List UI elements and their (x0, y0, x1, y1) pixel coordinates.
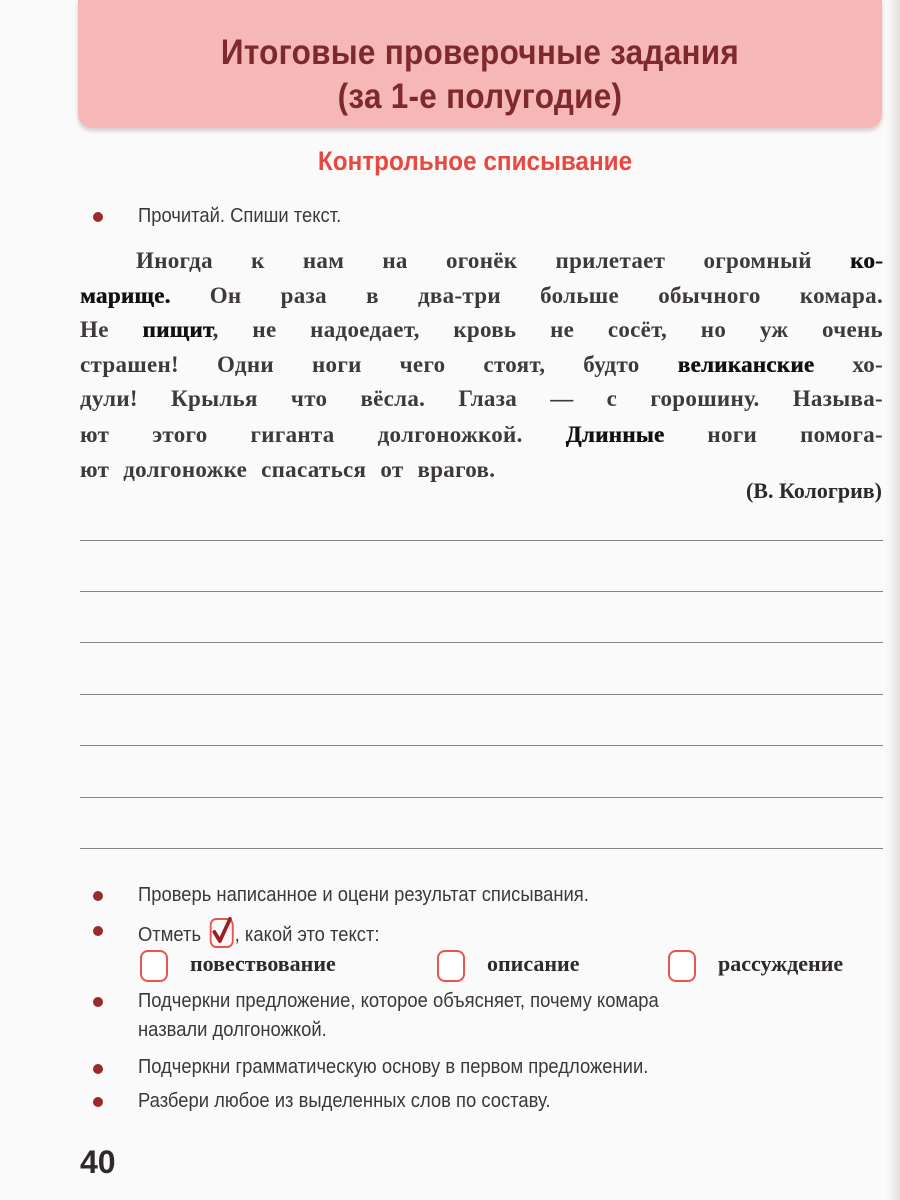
writing-line[interactable] (80, 540, 883, 541)
author: (В. Кологрив) (745, 478, 882, 503)
bullet-icon (93, 1097, 103, 1107)
page-edge-shadow (886, 0, 900, 1200)
highlighted-word: Длинные (565, 422, 665, 447)
writing-line[interactable] (80, 642, 883, 643)
text-line (80, 248, 883, 274)
bullet-icon (93, 212, 103, 222)
highlighted-word: марище. (80, 283, 171, 308)
header-banner (78, 0, 882, 128)
bullet-icon (93, 1064, 103, 1074)
writing-line[interactable] (80, 591, 883, 592)
text-segment: дули! Крылья что вёсла. Глаза — с горошину. Называ- (80, 386, 883, 411)
text-line (80, 317, 883, 343)
text-segment: , не надоедает, кровь не сосёт, но уж очень (212, 317, 883, 342)
option-narration: повествование (190, 951, 336, 976)
text-segment: ют долгоножке спасаться от врагов. (80, 457, 496, 482)
text-line (80, 352, 883, 378)
task-grammar: Подчеркни грамматическую основу в первом предложении. (138, 1056, 649, 1078)
task-mark (138, 918, 379, 948)
text-segment: хо- (814, 352, 884, 377)
highlighted-word: великанские (677, 352, 815, 377)
bullet-icon (93, 926, 103, 936)
text-segment: Иногда к нам на огонёк прилетает огромный (136, 248, 850, 273)
instruction-read: Прочитай. Спиши текст. (138, 205, 342, 227)
text-segment: ют этого гиганта долгоножкой. (80, 422, 566, 447)
text-line (80, 386, 883, 412)
highlighted-word: пищит (142, 317, 213, 342)
checkmark-icon (210, 918, 234, 948)
task-underline-1: Подчеркни предложение, которое объясняет, почему комара (138, 990, 659, 1012)
task-mark-after: , какой это текст: (234, 924, 380, 946)
writing-line[interactable] (80, 797, 883, 798)
text-segment: Не (80, 317, 143, 342)
task-parse: Разбери любое из выделенных слов по составу. (138, 1090, 551, 1112)
text-segment: Он раза в два-три больше обычного комара. (170, 283, 883, 308)
section-title: Контрольное списывание (317, 146, 633, 176)
bullet-icon (93, 997, 103, 1007)
bullet-icon (93, 891, 103, 901)
option-description: описание (487, 951, 580, 976)
page-title: Итоговые проверочные задания (220, 33, 740, 72)
task-mark-before: Отметь (138, 924, 202, 946)
text-line (80, 283, 883, 309)
text-segment: страшен! Одни ноги чего стоят, будто (80, 352, 678, 377)
text-line (80, 422, 883, 448)
text-segment: ноги помога- (664, 422, 883, 447)
writing-line[interactable] (80, 745, 883, 746)
writing-line[interactable] (80, 848, 883, 849)
page-subtitle: (за 1-е полугодие) (337, 77, 623, 116)
checkbox-reasoning[interactable] (668, 950, 696, 982)
writing-line[interactable] (80, 694, 883, 695)
checkbox-narration[interactable] (140, 950, 168, 982)
checkbox-description[interactable] (437, 950, 465, 982)
page-number: 40 (80, 1144, 116, 1180)
option-reasoning: рассуждение (718, 951, 844, 976)
highlighted-word: ко- (849, 248, 883, 273)
task-underline-2: назвали долгоножкой. (138, 1019, 327, 1041)
task-check: Проверь написанное и оцени результат списывания. (138, 884, 589, 906)
